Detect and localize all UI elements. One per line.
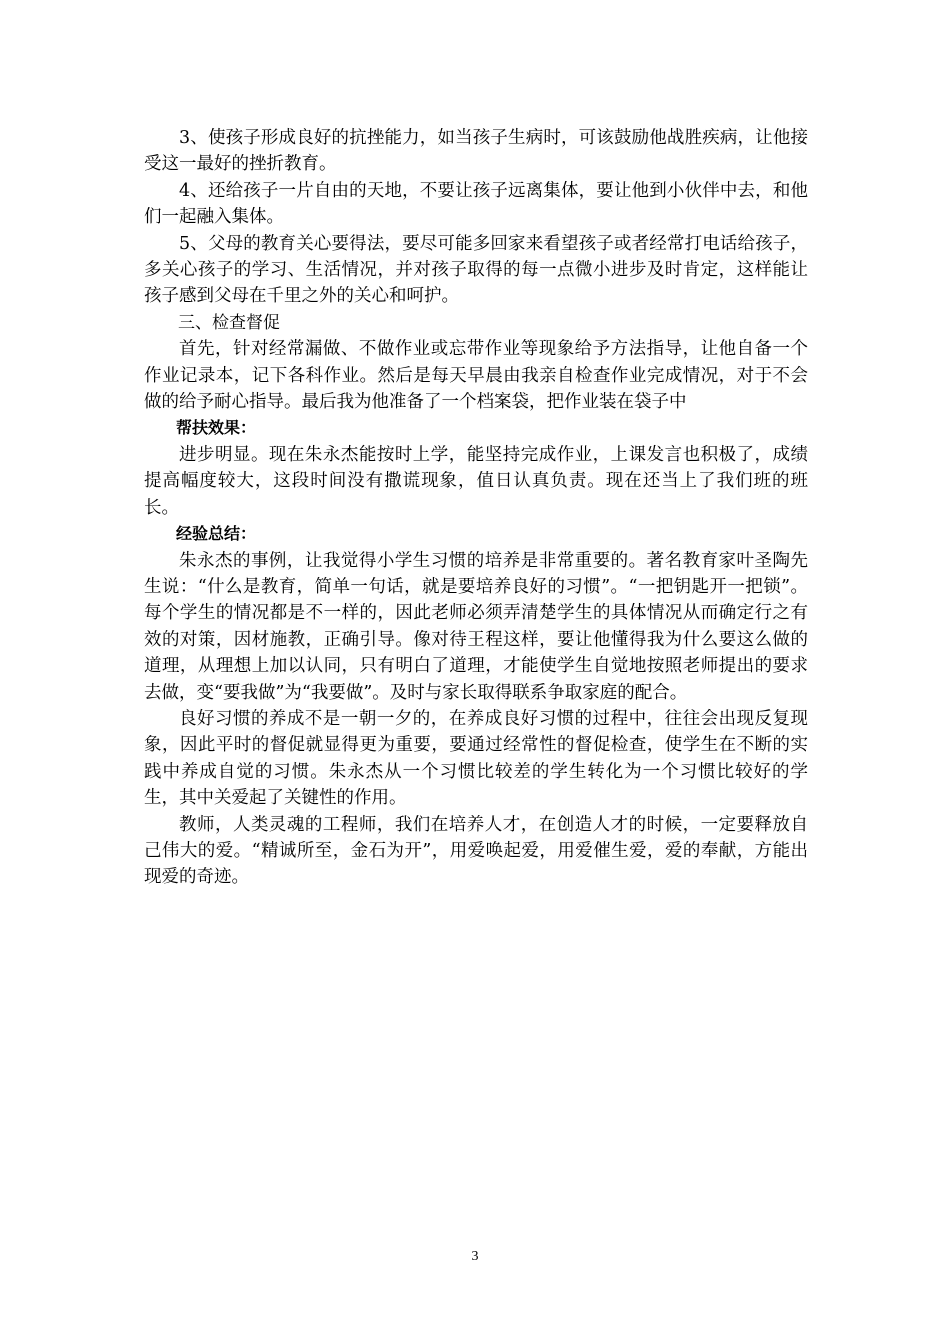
page-number: 3	[471, 1249, 479, 1264]
section-heading-inspection: 三、检查督促	[178, 312, 280, 333]
paragraph-freedom: 4、还给孩子一片自由的天地，不要让孩子远离集体，要让他到小伙伴中去，和他们一起融入集体。	[144, 180, 808, 228]
paragraph-resilience: 3、使孩子形成良好的抗挫能力，如当孩子生病时，可该鼓励他战胜疾病，让他接受这一最好的挫折教育。	[144, 128, 808, 175]
paragraph-parents: 5、父母的教育关心要得法，要尽可能多回家来看望孩子或者经常打电话给孩子，多关心孩子的学习、生活情况，并对孩子取得的每一点微小进步及时肯定，这样能让孩子感到父母在千里之外的关心和呵护。	[144, 233, 808, 307]
paragraph-homework: 首先，针对经常漏做、不做作业或忘带作业等现象给予方法指导，让他自备一个作业记录本，记下各科作业。然后是每天早晨由我亲自检查作业完成情况，对于不会做的给予耐心指导。最后我为他准备了一个档案袋，把作业装在袋子中	[144, 339, 808, 413]
heading-effect: 帮扶效果：	[176, 418, 257, 438]
paragraph-love: 教师，人类灵魂的工程师，我们在培养人才，在创造人才的时候，一定要释放自己伟大的爱。“精诚所至，金石为开”，用爱唤起爱，用爱催生爱，爱的奉献，方能出现爱的奇迹。	[144, 814, 808, 888]
heading-summary: 经验总结：	[176, 524, 257, 544]
paragraph-progress: 进步明显。现在朱永杰能按时上学，能坚持完成作业，上课发言也积极了，成绩提高幅度较大，这段时间没有撒谎现象，值日认真负责。现在还当上了我们班的班长。	[144, 444, 808, 518]
paragraph-habits: 朱永杰的事例，让我觉得小学生习惯的培养是非常重要的。著名教育家叶圣陶先生说：“什么是教育，简单一句话，就是要培养良好的习惯”。“一把钥匙开一把锁”。每个学生的情况都是不一样的，因此老师必须弄清楚学生的具体情况从而确定行之有效的对策，因材施教，正确引导。像对待王程这样，要让他懂得我为什么要这么做的道理，从理想上加以认同，只有明白了道理，才能使学生自觉地按照老师提出的要求去做，变“要我做”为“我要做”。及时与家长取得联系争取家庭的配合。	[144, 550, 808, 703]
body-text	[144, 125, 808, 891]
paragraph-supervision: 良好习惯的养成不是一朝一夕的，在养成良好习惯的过程中，往往会出现反复现象，因此平时的督促就显得更为重要，要通过经常性的督促检查，使学生在不断的实践中养成自觉的习惯。朱永杰从一个习惯比较差的学生转化为一个习惯比较好的学生，其中关爱起了关键性的作用。	[144, 708, 808, 809]
